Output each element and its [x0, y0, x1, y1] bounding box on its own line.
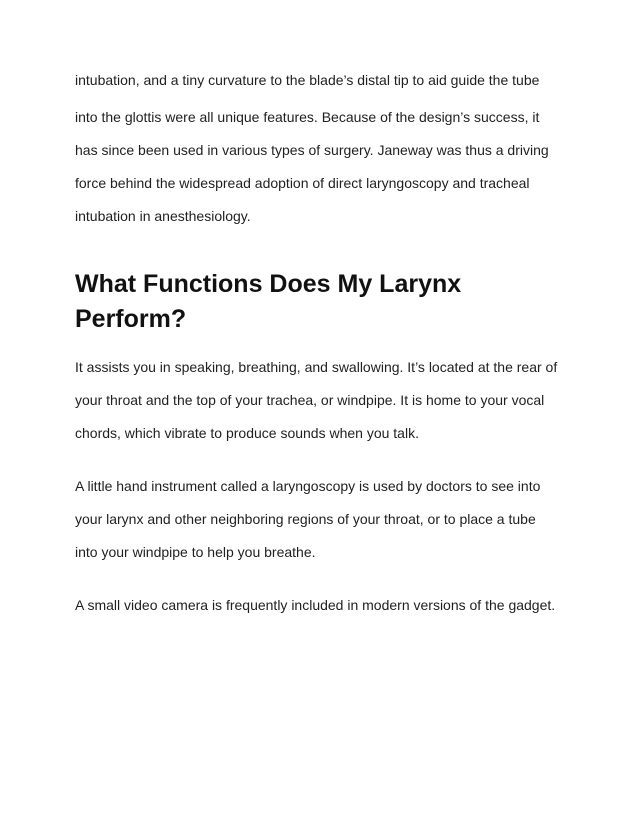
- paragraph-line: It assists you in speaking, breathing, and swallowing. It’s located at the rear of: [75, 359, 558, 375]
- paragraph-line: A little hand instrument called a laryngoscopy is used by doctors to see into: [75, 478, 541, 494]
- paragraph-line: into your windpipe to help you breathe.: [75, 544, 316, 560]
- paragraph-line: your larynx and other neighboring regions of your throat, or to place a tube: [75, 511, 536, 527]
- intro-line: into the glottis were all unique features. Because of the design’s success, it: [75, 109, 540, 125]
- intro-line: has since been used in various types of surgery. Janeway was thus a driving: [75, 142, 549, 158]
- paragraph-line: chords, which vibrate to produce sounds when you talk.: [75, 425, 419, 441]
- paragraph-line: A small video camera is frequently included in modern versions of the gadget.: [75, 597, 556, 613]
- intro-line: intubation, and a tiny curvature to the blade’s distal tip to aid guide the tube: [75, 72, 540, 88]
- section-heading-line: What Functions Does My Larynx: [75, 270, 462, 298]
- intro-line: intubation in anesthesiology.: [75, 208, 251, 224]
- section-heading-line: Perform?: [75, 305, 187, 333]
- intro-line: force behind the widespread adoption of direct laryngoscopy and tracheal: [75, 175, 530, 191]
- paragraph-line: your throat and the top of your trachea, or windpipe. It is home to your vocal: [75, 392, 545, 408]
